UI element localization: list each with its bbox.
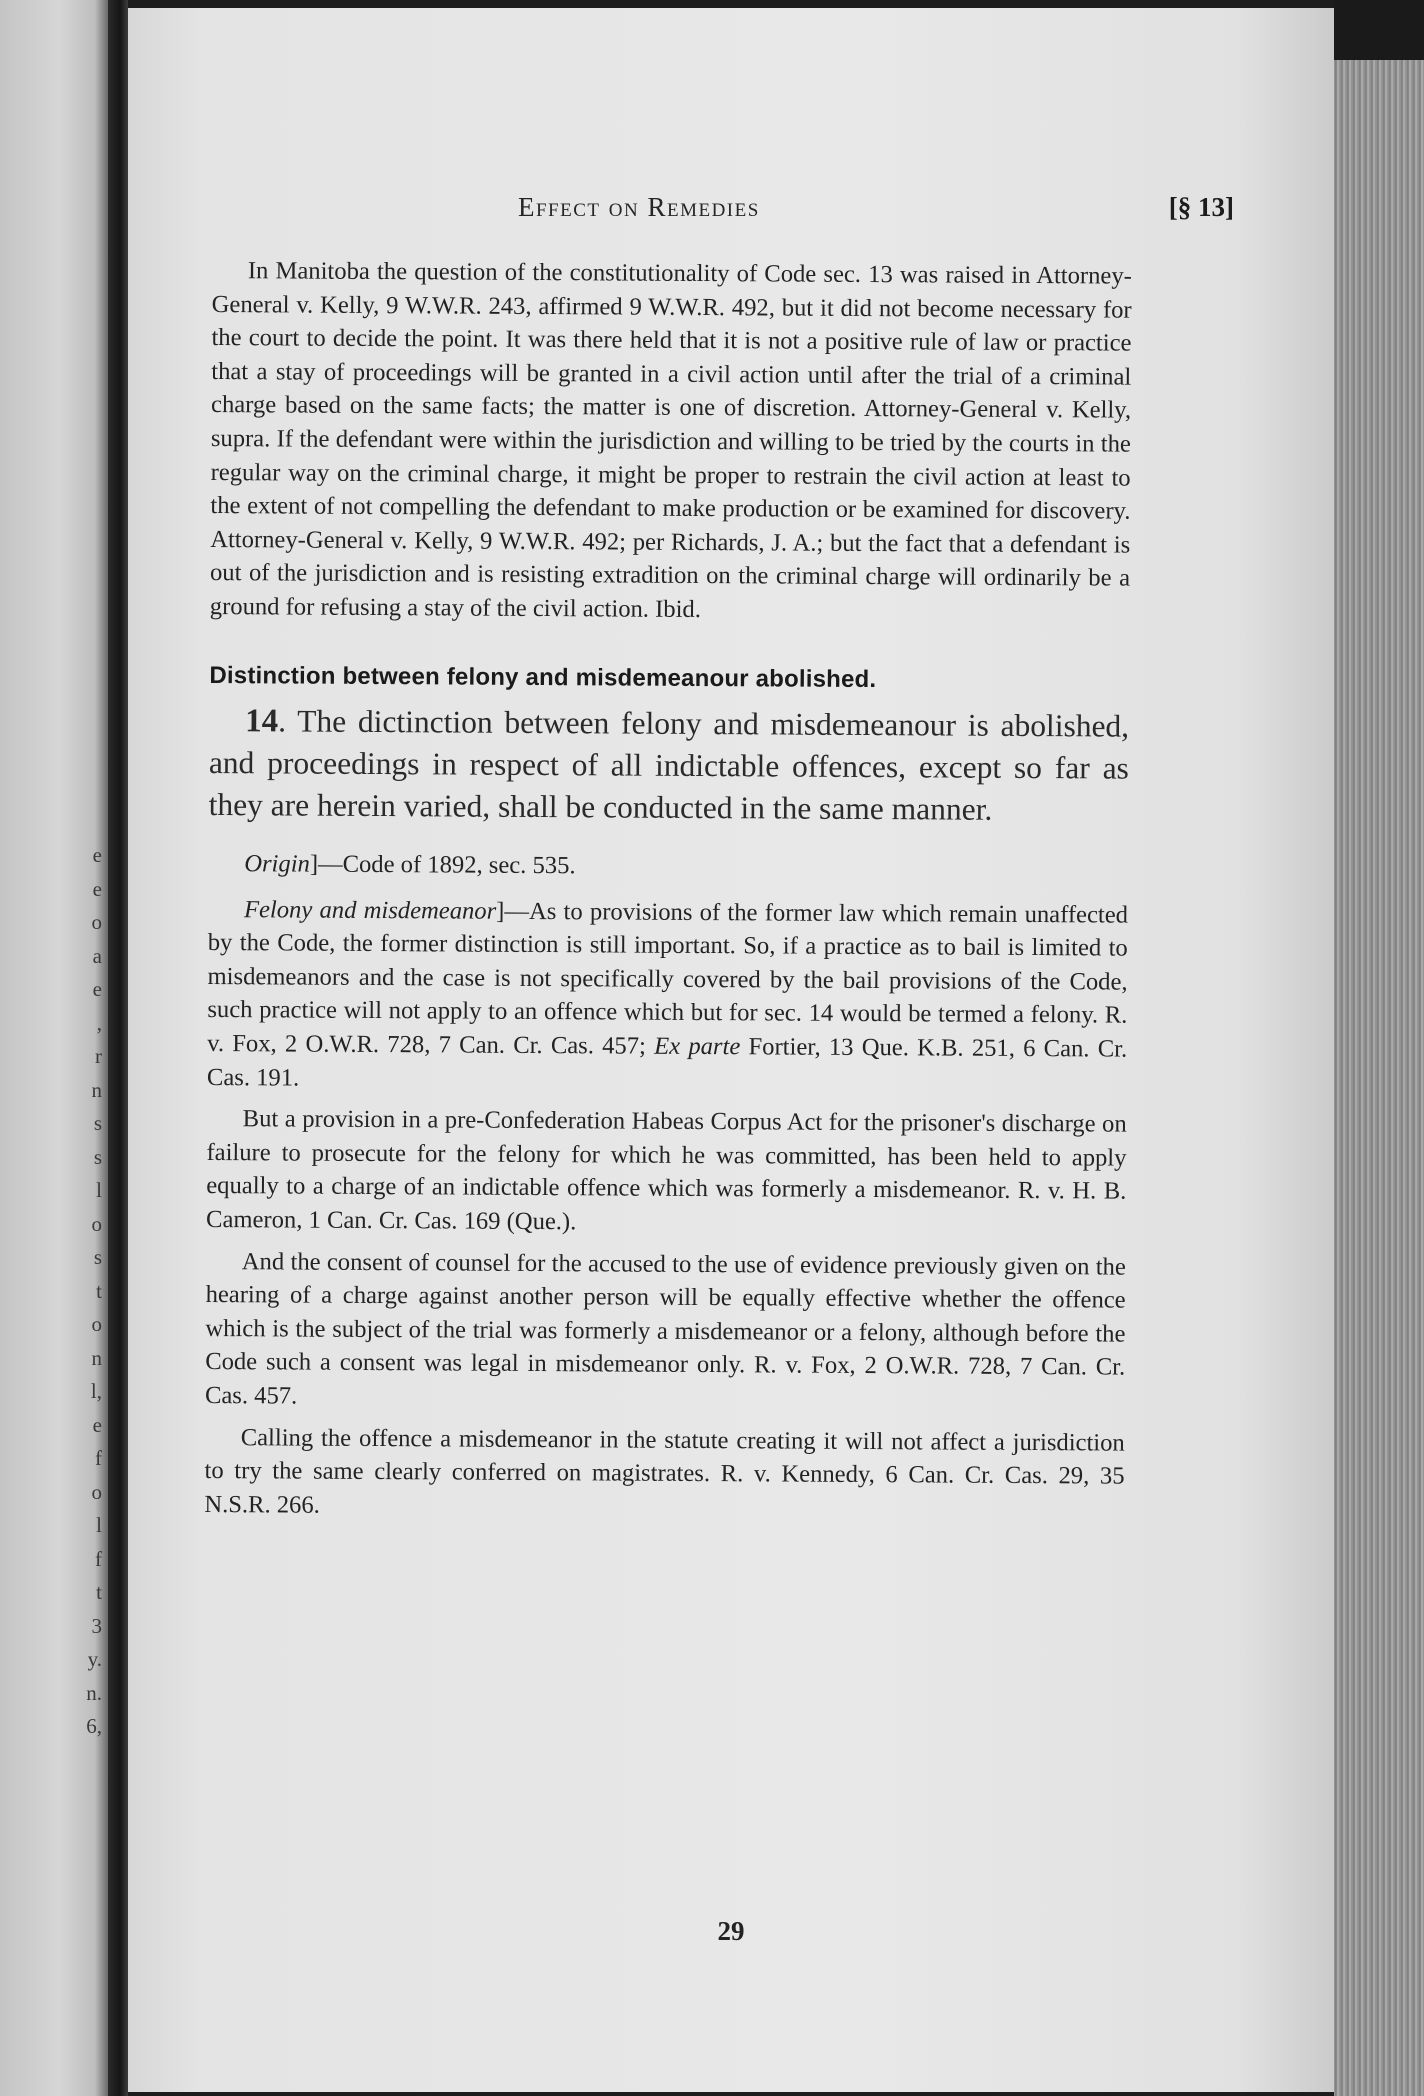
felony-note-text-before: ]—As to provisions of the former law which remain unaffected by the Code, the former distinction is still important. So, if a practice as to bail is limited to misdemeanors and the case is not specifically covered by the bail provisions of the Code, such practice will not apply to an offence which but for sec. 14 would be termed a felony. R. v. Fox, 2 O.W.R. 728, 7 Can. Cr. Cas. 457; <box>207 897 1129 1060</box>
facing-page-fragment: o <box>91 1479 102 1504</box>
facing-page-fragment: t <box>96 1580 102 1604</box>
facing-page-fragment: t <box>96 1278 102 1303</box>
annotation-bottom <box>204 847 1128 1527</box>
facing-page-fragment: s <box>93 1245 102 1269</box>
facing-page-fragment: l <box>96 1178 102 1202</box>
origin-label: Origin <box>244 850 310 878</box>
facing-page-fragment: o <box>91 910 102 934</box>
facing-page-fragment: o <box>91 1312 102 1336</box>
facing-page-fragment: n <box>91 1345 102 1370</box>
facing-page-fragment: a <box>92 943 102 968</box>
felony-note-label: Felony and misdemeanor <box>243 895 497 925</box>
annotation-top <box>210 254 1132 629</box>
section-body: . The dictinction between felony and misdemeanour is abolished, and proceedings in respect of all indictable offences, except so far as they are herein varied, shall be conducted in the same manner. <box>208 702 1130 827</box>
facing-page-fragment: f <box>95 1446 102 1470</box>
section-mark: [§ 13] <box>1168 192 1234 222</box>
facing-page-fragment: n. <box>86 1680 102 1705</box>
page-content <box>204 254 1132 1527</box>
book-gutter <box>108 0 128 2096</box>
felony-note-text-after: Fortier, 13 Que. K.B. 251, 6 Can. Cr. Cas. 191. <box>206 1033 1128 1092</box>
facing-page-fragment: f <box>95 1546 102 1571</box>
facing-page-fragment: e <box>92 1412 102 1437</box>
section-number: 14 <box>245 702 279 739</box>
note-paragraph: Calling the offence a misdemeanor in the statute creating it will not affect a jurisdiction to try the same clearly conferred on magistrates. R. v. Kennedy, 6 Can. Cr. Cas. 29, 35 N.S.R. 266. <box>204 1423 1125 1519</box>
book-page <box>128 8 1334 2092</box>
top-shadow <box>1334 0 1424 60</box>
facing-page-fragment: y. <box>87 1647 102 1671</box>
page-header <box>128 192 1334 232</box>
facing-page-fragment: 6, <box>86 1714 102 1738</box>
facing-page-fragment: e <box>92 876 102 901</box>
facing-page-fragment: r <box>95 1044 102 1068</box>
facing-page-fragment: s <box>93 1144 102 1169</box>
page-edges <box>1334 60 1424 2096</box>
facing-page-fragment: 3 <box>91 1613 102 1638</box>
facing-page <box>0 0 108 2096</box>
facing-page-fragment: e <box>92 843 102 867</box>
facing-page-fragment: o <box>91 1211 102 1236</box>
page-number: 29 <box>717 1916 745 1946</box>
note-paragraph: And the consent of counsel for the accused to the use of evidence previously given on the hearing of a charge against another person will be equally effective whether the offence which is the subject of the trial was formerly a misdemeanor or a felony, although before the Code such a consent was legal in misdemeanor only. R. v. Fox, 2 O.W.R. 728, 7 Can. Cr. Cas. 457. <box>204 1247 1126 1410</box>
facing-page-fragment: l, <box>90 1379 102 1403</box>
facing-page-fragment: e <box>92 977 102 1001</box>
facing-page-fragment: s <box>93 1111 102 1135</box>
origin-note <box>208 847 1128 886</box>
section-heading: Distinction between felony and misdemeanour abolished. <box>209 661 877 693</box>
note-paragraph: But a provision in a pre-Confederation Habeas Corpus Act for the prisoner's discharge on failure to prosecute for the felony for which he was committed, has been held to apply equally to a charge of an indictable offence which was formerly a misdemeanor. R. v. H. B. Cameron, 1 Can. Cr. Cas. 169 (Que.). <box>206 1105 1127 1236</box>
ex-parte: Ex parte <box>654 1032 741 1061</box>
section-text <box>209 700 1130 831</box>
note-paragraph: In Manitoba the question of the constitutionality of Code sec. 13 was raised in Attorney-General v. Kelly, 9 W.W.R. 243, affirmed 9 W.W.R. 492, but it did not become necessary for the court to decide the point. It was there held that it is not a positive rule of law or practice that a stay of proceedings will be granted in a civil action until after the trial of a criminal charge based on the same facts; the matter is one of discretion. Attorney-General v. Kelly, supra. If the defendant were within the jurisdiction and willing to be tried by the courts in the regular way on the criminal charge, it might be proper to restrain the civil action at least to the extent of not compelling the defendant to make production or be examined for discovery. Attorney-General v. Kelly, 9 W.W.R. 492; per Richards, J. A.; but the fact that a defendant is out of the jurisdiction and is resisting extradition on the criminal charge will ordinarily be a ground for refusing a stay of the civil action. Ibid. <box>209 257 1132 623</box>
origin-text: ]—Code of 1892, sec. 535. <box>309 850 576 880</box>
facing-page-fragment: l <box>96 1513 102 1537</box>
facing-page-fragment: n <box>91 1077 102 1102</box>
facing-page-fragment: , <box>96 1010 102 1035</box>
felony-note <box>207 893 1128 1100</box>
running-head: Effect on Remedies <box>518 192 760 222</box>
